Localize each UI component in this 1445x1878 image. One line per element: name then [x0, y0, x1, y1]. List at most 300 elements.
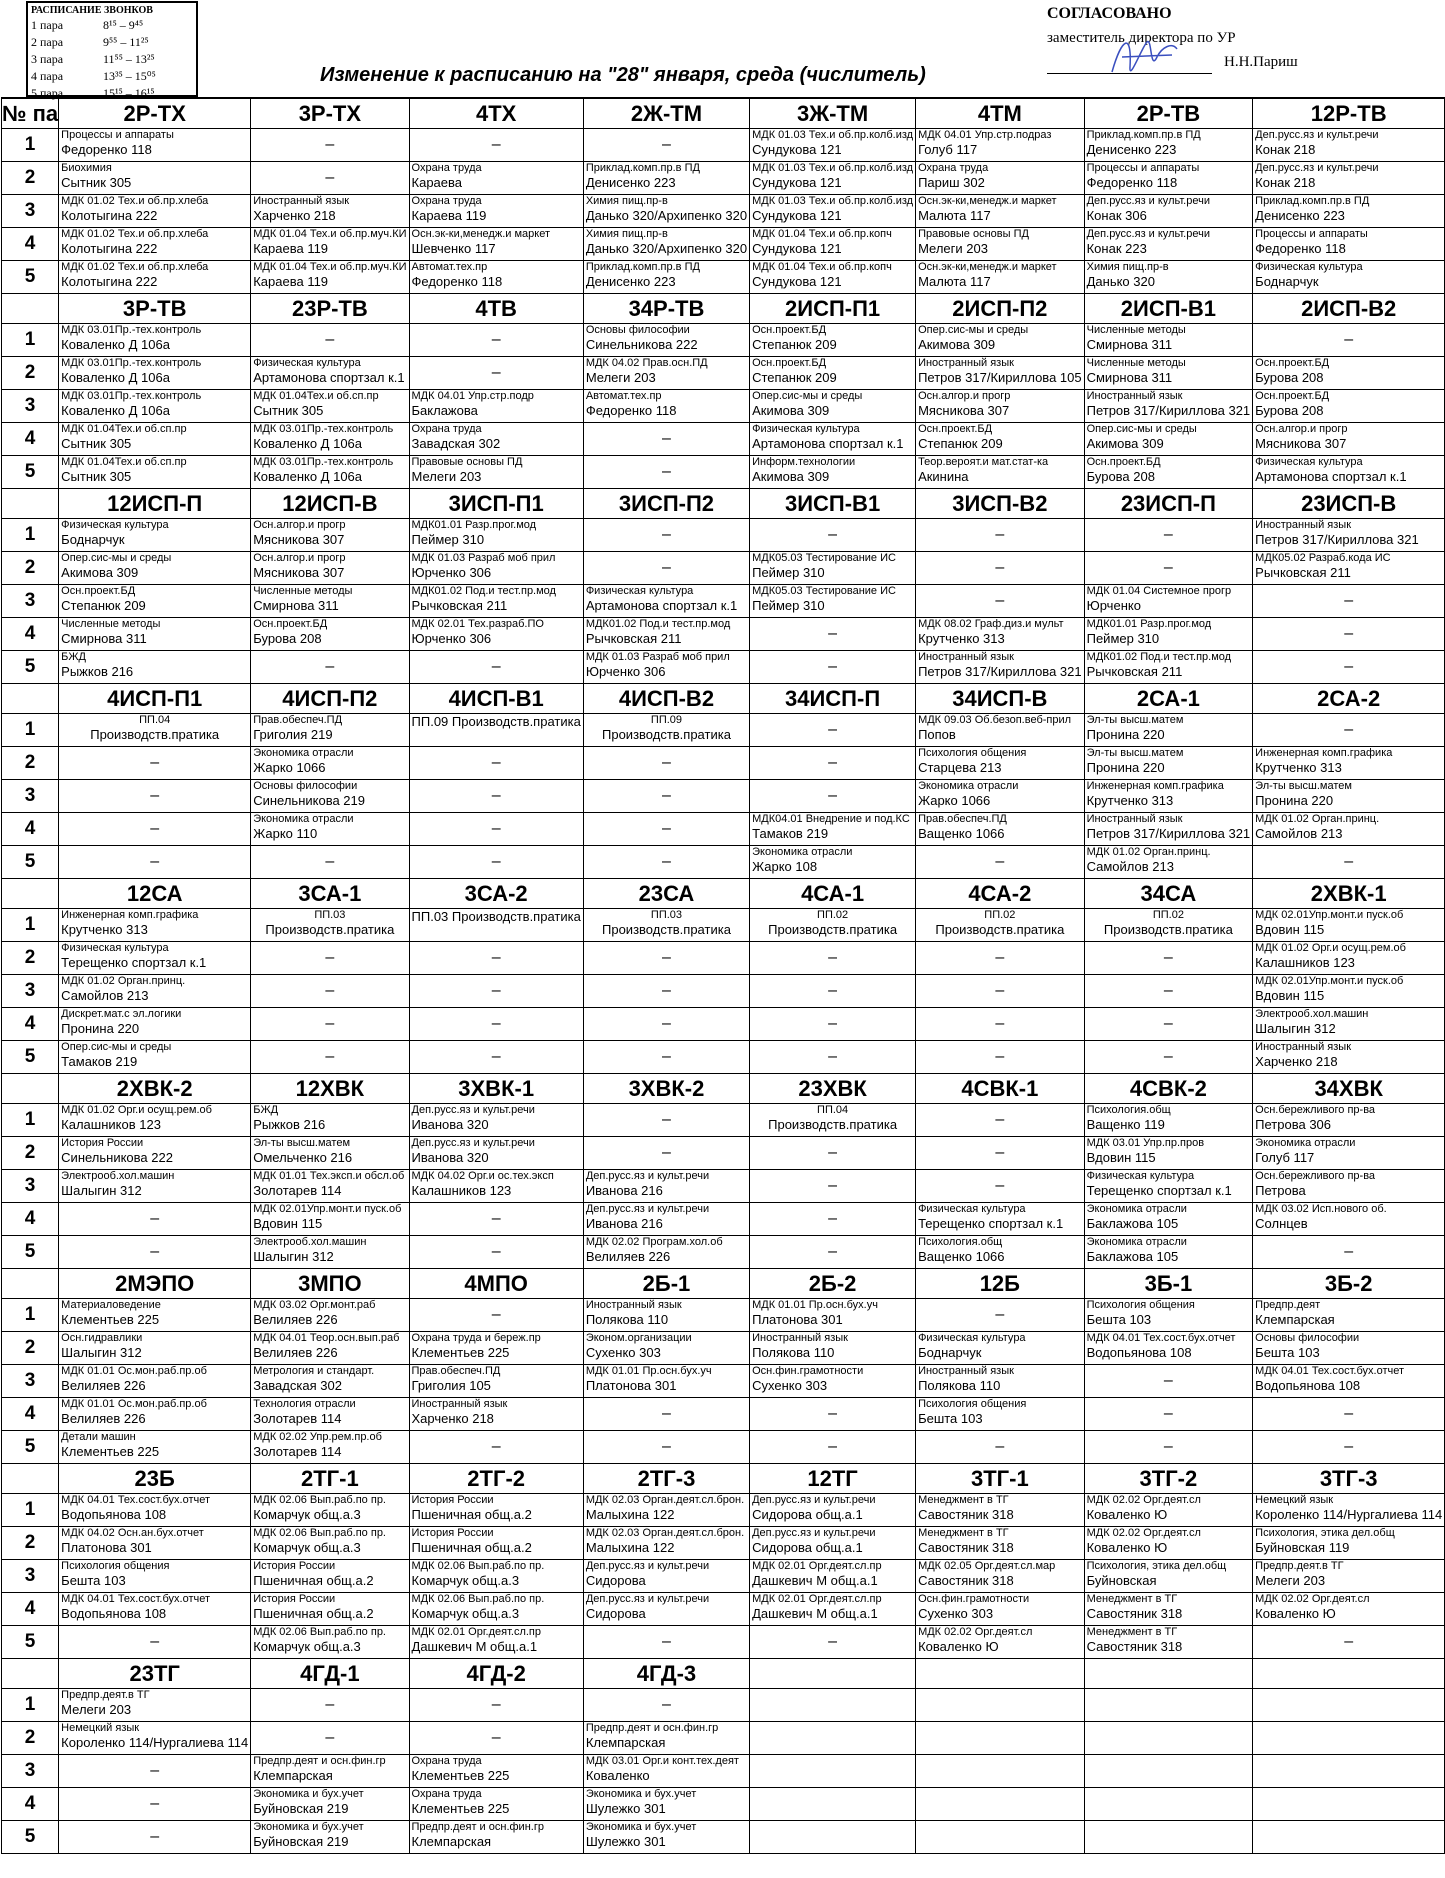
lesson-cell	[59, 456, 251, 489]
pair-number: 5	[2, 1431, 59, 1464]
lesson-teacher-room: Степанюк 209	[61, 598, 146, 613]
lesson-cell	[916, 324, 1085, 357]
lesson-cell	[251, 1203, 409, 1236]
pair-number-header	[2, 1659, 59, 1689]
no-lesson-dash: –	[995, 1306, 1005, 1323]
lesson-subject: МДК 01.01 Пр.осн.бух.уч	[752, 1299, 878, 1311]
lesson-cell	[583, 552, 749, 585]
lesson-subject: МДК 04.01 Теор.осн.вып.раб	[253, 1332, 400, 1344]
lesson-subject: Процессы и аппараты	[1255, 228, 1368, 240]
lesson-subject: МДК 04.01 Тех.сост.бух.отчет	[1255, 1365, 1405, 1377]
lesson-teacher-room: Тамаков 219	[61, 1054, 138, 1069]
lesson-row	[2, 456, 1445, 489]
lesson-teacher-room: Коваленко Д 106а	[253, 469, 363, 484]
group-name: 3СА-2	[409, 879, 583, 909]
lesson-cell	[750, 423, 916, 456]
lesson-subject: МДК 03.01Пр.-тех.контроль	[253, 423, 394, 435]
lesson-subject: Экономика отрасли	[752, 846, 853, 858]
lesson-row	[2, 423, 1445, 456]
lesson-cell	[251, 780, 409, 813]
lesson-subject: Иностранный язык	[253, 195, 350, 207]
lesson-cell	[1084, 423, 1253, 456]
lesson-subject: Физическая культура	[1086, 1170, 1195, 1182]
lesson-teacher-room: Рычковская 211	[1255, 565, 1351, 580]
lesson-cell	[1084, 1821, 1253, 1854]
lesson-cell	[59, 651, 251, 684]
lesson-cell	[59, 228, 251, 261]
lesson-cell	[251, 1788, 409, 1821]
lesson-cell	[916, 1137, 1085, 1170]
lesson-cell	[750, 324, 916, 357]
pair-number: 1	[2, 1689, 59, 1722]
lesson-cell	[59, 1170, 251, 1203]
lesson-subject: Эл-ты высш.матем	[1086, 747, 1184, 759]
lesson-teacher-room: Мясникова 307	[253, 532, 345, 547]
lesson-row	[2, 585, 1445, 618]
lesson-cell	[1253, 1689, 1445, 1722]
bell-schedule-title: РАСПИСАНИЕ ЗВОНКОВ	[31, 5, 153, 16]
lesson-cell	[1253, 261, 1445, 294]
lesson-subject: ПП.02	[984, 909, 1016, 921]
lesson-subject: МДК 01.03 Разраб моб прил	[585, 651, 730, 663]
pair-number: 1	[2, 129, 59, 162]
lesson-row	[2, 357, 1445, 390]
lesson-teacher-room: Шалыгин 312	[253, 1249, 334, 1264]
lesson-row	[2, 1560, 1445, 1593]
no-lesson-dash: –	[828, 721, 838, 738]
lesson-teacher-room: Крутченко 313	[1086, 793, 1174, 808]
lesson-teacher-room: Федоренко 118	[1086, 175, 1178, 190]
lesson-cell	[409, 1170, 583, 1203]
pair-number: 3	[2, 1755, 59, 1788]
lesson-subject: Экономика и бух.учет	[585, 1788, 697, 1800]
group-name: 2ИСП-В1	[1084, 294, 1253, 324]
group-name: 12Р-ТВ	[1253, 98, 1445, 129]
pair-number: 3	[2, 1170, 59, 1203]
lesson-cell	[750, 1626, 916, 1659]
group-name: 4МПО	[409, 1269, 583, 1299]
lesson-row	[2, 909, 1445, 942]
no-lesson-dash: –	[491, 1015, 501, 1032]
lesson-cell	[583, 1689, 749, 1722]
no-lesson-dash: –	[325, 1015, 335, 1032]
lesson-cell	[583, 1041, 749, 1074]
lesson-subject: МДК01.01 Разр.прог.мод	[1086, 618, 1212, 630]
lesson-cell	[583, 1137, 749, 1170]
lesson-cell	[916, 129, 1085, 162]
lesson-cell	[251, 1008, 409, 1041]
lesson-teacher-room: Сундукова 121	[752, 175, 842, 190]
group-name: 34Р-ТВ	[583, 294, 749, 324]
lesson-teacher-room: Золотарев 114	[253, 1444, 342, 1459]
lesson-cell	[583, 975, 749, 1008]
lesson-teacher-room: Тамаков 219	[752, 826, 829, 841]
lesson-cell	[251, 1593, 409, 1626]
lesson-cell	[1084, 618, 1253, 651]
lesson-subject: Немецкий язык	[1255, 1494, 1334, 1506]
lesson-subject: МДК 02.01Упр.монт.и пуск.об	[253, 1203, 402, 1215]
lesson-teacher-room: Смирнова 311	[1086, 337, 1173, 352]
lesson-cell	[750, 357, 916, 390]
lesson-subject: Деп.русс.яз и культ.речи	[411, 1137, 535, 1149]
lesson-teacher-room: Полякова 110	[752, 1345, 835, 1360]
pair-number: 1	[2, 1104, 59, 1137]
no-lesson-dash: –	[662, 1111, 671, 1128]
lesson-subject: МДК 02.02 Орг.деят.сл	[918, 1626, 1033, 1638]
bell-time: 8¹⁵ – 9⁴⁵	[103, 18, 144, 32]
pair-number: 5	[2, 456, 59, 489]
bell-time: 11⁵⁵ – 13²⁵	[103, 52, 155, 66]
lesson-cell	[750, 1137, 916, 1170]
group-name: 2СА-2	[1253, 684, 1445, 714]
lesson-teacher-room: Федоренко 118	[1255, 241, 1346, 256]
pair-number-header	[2, 1074, 59, 1104]
no-lesson-dash: –	[150, 754, 160, 771]
lesson-subject: Психология общения	[61, 1560, 170, 1572]
lesson-teacher-room: Комарчук общ.а.3	[253, 1540, 361, 1555]
lesson-teacher-room: Конак 218	[1255, 142, 1316, 157]
pair-number: 2	[2, 552, 59, 585]
lesson-teacher-room: Клемпарская	[585, 1735, 666, 1750]
lesson-cell	[1084, 228, 1253, 261]
lesson-teacher-room: Клемпарская	[411, 1834, 492, 1849]
lesson-cell	[1084, 747, 1253, 780]
lesson-subject: Осн.фин.грамотности	[918, 1593, 1030, 1605]
lesson-cell	[1253, 1626, 1445, 1659]
lesson-cell	[1084, 714, 1253, 747]
lesson-cell	[59, 1236, 251, 1269]
lesson-cell	[409, 1299, 583, 1332]
lesson-teacher-room: Самойлов 213	[1255, 826, 1343, 841]
lesson-teacher-room: Мелеги 203	[411, 469, 482, 484]
lesson-cell	[1253, 1041, 1445, 1074]
lesson-subject: Процессы и аппараты	[61, 129, 174, 141]
no-lesson-dash: –	[491, 1306, 501, 1323]
lesson-subject: Опер.сис-мы и среды	[61, 1041, 172, 1053]
lesson-cell	[1084, 651, 1253, 684]
lesson-cell	[59, 519, 251, 552]
lesson-subject: Эл-ты высш.матем	[253, 1137, 351, 1149]
lesson-subject: Иностранный язык	[752, 1332, 848, 1344]
lesson-cell	[750, 456, 916, 489]
lesson-cell	[750, 1365, 916, 1398]
lesson-subject: Психология.общ	[918, 1236, 1003, 1248]
lesson-cell	[59, 195, 251, 228]
lesson-cell	[583, 942, 749, 975]
lesson-cell	[1253, 942, 1445, 975]
lesson-subject: МДК 01.03 Тех.и об.пр.колб.изд	[752, 129, 914, 141]
lesson-teacher-room: Данько 320/Архипенко 320	[585, 241, 748, 256]
bell-row	[31, 34, 193, 51]
group-name: 34ИСП-В	[916, 684, 1085, 714]
lesson-cell	[59, 129, 251, 162]
no-lesson-dash: –	[1344, 1438, 1354, 1455]
group-name: 4СВК-2	[1084, 1074, 1253, 1104]
lesson-subject: МДК 02.01 Тех.разраб.ПО	[411, 618, 544, 630]
lesson-cell	[409, 1104, 583, 1137]
lesson-cell	[251, 456, 409, 489]
schedule-table	[1, 97, 1445, 1854]
no-lesson-dash: –	[828, 625, 838, 642]
lesson-cell	[583, 909, 749, 942]
lesson-cell	[1253, 813, 1445, 846]
lesson-cell	[916, 1365, 1085, 1398]
lesson-teacher-room: Малюта 117	[918, 208, 991, 223]
lesson-cell	[583, 651, 749, 684]
lesson-subject: МДК 02.02 Орг.деят.сл	[1086, 1527, 1201, 1539]
lesson-cell	[1084, 552, 1253, 585]
lesson-cell	[409, 1593, 583, 1626]
lesson-teacher-room: Жарко 1066	[253, 760, 326, 775]
lesson-subject: МДК 02.01Упр.монт.и пуск.об	[1255, 975, 1404, 987]
lesson-subject: Иностранный язык	[585, 1299, 682, 1311]
lesson-cell	[750, 552, 916, 585]
lesson-cell	[59, 324, 251, 357]
lesson-teacher-room: Сидорова общ.а.1	[752, 1540, 863, 1555]
lesson-cell	[1253, 651, 1445, 684]
lesson-cell	[251, 1104, 409, 1137]
lesson-subject: Эконом.организации	[585, 1332, 692, 1344]
group-name: 3ИСП-В1	[750, 489, 916, 519]
lesson-teacher-room: Вдовин 115	[1255, 922, 1325, 937]
lesson-cell	[59, 357, 251, 390]
lesson-cell	[583, 423, 749, 456]
lesson-subject: МДК 04.02 Орг.и ос.тех.эксп	[411, 1170, 554, 1182]
lesson-teacher-room: Петров 317/Кириллова 321	[1255, 532, 1419, 547]
lesson-teacher-room: Попов	[918, 727, 956, 742]
lesson-cell	[750, 585, 916, 618]
lesson-cell	[750, 1821, 916, 1854]
lesson-cell	[916, 1560, 1085, 1593]
lesson-cell	[251, 1494, 409, 1527]
lesson-cell	[583, 747, 749, 780]
lesson-teacher-room: Артамонова спортзал к.1	[585, 598, 738, 613]
lesson-subject: МДК 01.02 Орг.и осущ.рем.об	[1255, 942, 1406, 954]
group-name	[750, 1659, 916, 1689]
no-lesson-dash: –	[662, 949, 671, 966]
lesson-cell	[409, 909, 583, 942]
lesson-subject: МДК 02.03 Орган.деят.сл.брон.	[585, 1494, 745, 1506]
group-name: 4ТХ	[409, 98, 583, 129]
lesson-cell	[409, 1722, 583, 1755]
lesson-subject: Физическая культура	[752, 423, 860, 435]
lesson-teacher-room: Самойлов 213	[1086, 859, 1174, 874]
lesson-subject: Иностранный язык	[1255, 1041, 1352, 1053]
lesson-subject: МДК 08.02 Граф.диз.и мульт	[918, 618, 1064, 630]
group-name: 23СА	[583, 879, 749, 909]
lesson-teacher-room: Жарко 1066	[918, 793, 991, 808]
no-lesson-dash: –	[828, 787, 838, 804]
lesson-cell	[1253, 552, 1445, 585]
no-lesson-dash: –	[662, 1438, 671, 1455]
lesson-cell	[1253, 975, 1445, 1008]
pair-number-header	[2, 489, 59, 519]
lesson-teacher-room: Пшеничная общ.а.2	[253, 1573, 374, 1588]
lesson-cell	[750, 1722, 916, 1755]
lesson-teacher-room: Мелеги 203	[585, 370, 656, 385]
no-lesson-dash: –	[491, 1696, 501, 1713]
lesson-subject: Технология отрасли	[253, 1398, 356, 1410]
no-lesson-dash: –	[325, 169, 335, 186]
no-lesson-dash: –	[150, 1795, 160, 1812]
lesson-teacher-room: Боднарчук	[1255, 274, 1319, 289]
group-name: 2Р-ТВ	[1084, 98, 1253, 129]
lesson-cell	[251, 1170, 409, 1203]
lesson-cell	[1084, 1788, 1253, 1821]
no-lesson-dash: –	[325, 658, 335, 675]
lesson-teacher-room: Бешта 103	[918, 1411, 983, 1426]
lesson-cell	[59, 1104, 251, 1137]
lesson-teacher-room: Пеймер 310	[411, 532, 485, 547]
lesson-cell	[1253, 780, 1445, 813]
lesson-teacher-room: Харченко 218	[411, 1411, 494, 1426]
no-lesson-dash: –	[662, 1633, 671, 1650]
lesson-subject: ПП.02	[1152, 909, 1184, 921]
lesson-subject: МДК 01.04 Тех.и об.пр.копч	[752, 261, 892, 273]
lesson-subject: МДК 01.02 Орг.и осущ.рем.об	[61, 1104, 212, 1116]
lesson-cell	[583, 1722, 749, 1755]
lesson-cell	[750, 390, 916, 423]
lesson-cell	[583, 585, 749, 618]
lesson-subject: МДК 02.06 Вып.раб.по пр.	[411, 1593, 545, 1605]
group-header-row	[2, 98, 1445, 129]
lesson-cell	[1084, 390, 1253, 423]
lesson-subject: Осн.проект.БД	[752, 357, 827, 369]
lesson-cell	[251, 1626, 409, 1659]
lesson-teacher-room: Велиляев 226	[253, 1312, 338, 1327]
lesson-subject: Охрана труда	[918, 162, 989, 174]
lesson-teacher-room: Данько 320/Архипенко 320	[585, 208, 748, 223]
lesson-cell	[583, 1365, 749, 1398]
group-name: 34ИСП-П	[750, 684, 916, 714]
no-lesson-dash: –	[491, 364, 501, 381]
no-lesson-dash: –	[325, 1729, 335, 1746]
lesson-cell	[916, 1008, 1085, 1041]
lesson-teacher-room: Вдовин 115	[1255, 988, 1325, 1003]
lesson-row	[2, 747, 1445, 780]
lesson-cell	[1084, 1626, 1253, 1659]
no-lesson-dash: –	[491, 136, 501, 153]
group-name: 4ГД-1	[251, 1659, 409, 1689]
lesson-subject: Деп.русс.яз и культ.речи	[1255, 162, 1379, 174]
lesson-subject: Физическая культура	[585, 585, 694, 597]
lesson-teacher-room: Ващенко 119	[1086, 1117, 1165, 1132]
lesson-cell	[251, 714, 409, 747]
group-name: 2СА-1	[1084, 684, 1253, 714]
no-lesson-dash: –	[828, 982, 838, 999]
lesson-teacher-room: Сундукова 121	[752, 241, 842, 256]
lesson-cell	[750, 1788, 916, 1821]
lesson-teacher-room: Солнцев	[1255, 1216, 1308, 1231]
lesson-cell	[59, 1755, 251, 1788]
lesson-teacher-room: Коваленко Д 106а	[61, 370, 170, 385]
lesson-teacher-room: Коваленко Ю	[1086, 1540, 1168, 1555]
lesson-teacher-room: Смирнова 311	[253, 598, 339, 613]
lesson-subject: Менеджмент в ТГ	[1086, 1593, 1178, 1605]
lesson-cell	[409, 747, 583, 780]
lesson-teacher-room: Завадская 302	[253, 1378, 342, 1393]
lesson-teacher-room: Париш 302	[918, 175, 985, 190]
lesson-subject: Психология, этика дел.общ	[1255, 1527, 1395, 1539]
lesson-teacher-room: Степанюк 209	[752, 370, 837, 385]
lesson-teacher-room: Петрова 306	[1255, 1117, 1332, 1132]
lesson-cell	[916, 747, 1085, 780]
lesson-cell	[750, 1398, 916, 1431]
group-name: 3ТГ-2	[1084, 1464, 1253, 1494]
group-header-row	[2, 684, 1445, 714]
no-lesson-dash: –	[1344, 592, 1354, 609]
group-header-row	[2, 879, 1445, 909]
lesson-subject: Приклад.комп.пр.в ПД	[1255, 195, 1370, 207]
lesson-subject: Деп.русс.яз и культ.речи	[1086, 228, 1210, 240]
lesson-teacher-room: Клементьев 225	[61, 1312, 160, 1327]
lesson-teacher-room: Смирнова 311	[61, 631, 147, 646]
lesson-teacher-room: Коваленко Д 106а	[61, 337, 170, 352]
lesson-subject: Экономика отрасли	[253, 813, 354, 825]
group-name: 34ХВК	[1253, 1074, 1445, 1104]
lesson-teacher-room: Юрченко	[1086, 598, 1141, 613]
lesson-teacher-room: Синельникова 219	[253, 793, 366, 808]
lesson-teacher-room: Колотыгина 222	[61, 208, 158, 223]
group-name: 12ИСП-П	[59, 489, 251, 519]
lesson-teacher-room: Сундукова 121	[752, 208, 842, 223]
lesson-teacher-room: Григолия 219	[253, 727, 333, 742]
lesson-subject: Осн.проект.БД	[1255, 390, 1330, 402]
lesson-cell	[1253, 129, 1445, 162]
lesson-teacher-room: Буйновская 219	[253, 1801, 349, 1816]
lesson-cell	[1253, 1527, 1445, 1560]
lesson-cell	[583, 1008, 749, 1041]
lesson-cell	[59, 261, 251, 294]
lesson-cell	[916, 1821, 1085, 1854]
lesson-cell	[1253, 390, 1445, 423]
lesson-cell	[251, 1299, 409, 1332]
lesson-cell	[916, 1722, 1085, 1755]
lesson-row	[2, 1626, 1445, 1659]
lesson-cell	[409, 618, 583, 651]
lesson-subject: Иностранный язык	[1255, 519, 1352, 531]
lesson-cell	[59, 1431, 251, 1464]
lesson-cell	[750, 747, 916, 780]
group-name: 2Б-2	[750, 1269, 916, 1299]
lesson-subject: Психология общения	[918, 1398, 1027, 1410]
lesson-cell	[583, 195, 749, 228]
lesson-cell	[59, 1332, 251, 1365]
no-lesson-dash: –	[662, 559, 671, 576]
lesson-cell	[409, 228, 583, 261]
lesson-teacher-room: Бурова 208	[1086, 469, 1155, 484]
lesson-cell	[1253, 714, 1445, 747]
lesson-subject: МДК 02.03 Орган.деят.сл.брон.	[585, 1527, 745, 1539]
lesson-subject: Деп.русс.яз и культ.речи	[752, 1494, 876, 1506]
lesson-teacher-room: Велиляев 226	[61, 1378, 146, 1393]
lesson-teacher-room: Конак 218	[1255, 175, 1316, 190]
lesson-subject: МДК 01.02 Орган.принц.	[1086, 846, 1211, 858]
group-name: 4ИСП-В1	[409, 684, 583, 714]
lesson-cell	[583, 390, 749, 423]
lesson-row	[2, 714, 1445, 747]
group-name: 23ИСП-В	[1253, 489, 1445, 519]
lesson-subject: Осн.алгор.и прогр	[1255, 423, 1348, 435]
lesson-cell	[1253, 585, 1445, 618]
no-lesson-dash: –	[828, 949, 838, 966]
lesson-cell	[1084, 1431, 1253, 1464]
no-lesson-dash: –	[1163, 1015, 1173, 1032]
lesson-teacher-room: Водопьянова 108	[61, 1507, 167, 1522]
lesson-cell	[750, 1332, 916, 1365]
lesson-teacher-room: Акинина	[918, 469, 969, 484]
lesson-row	[2, 390, 1445, 423]
